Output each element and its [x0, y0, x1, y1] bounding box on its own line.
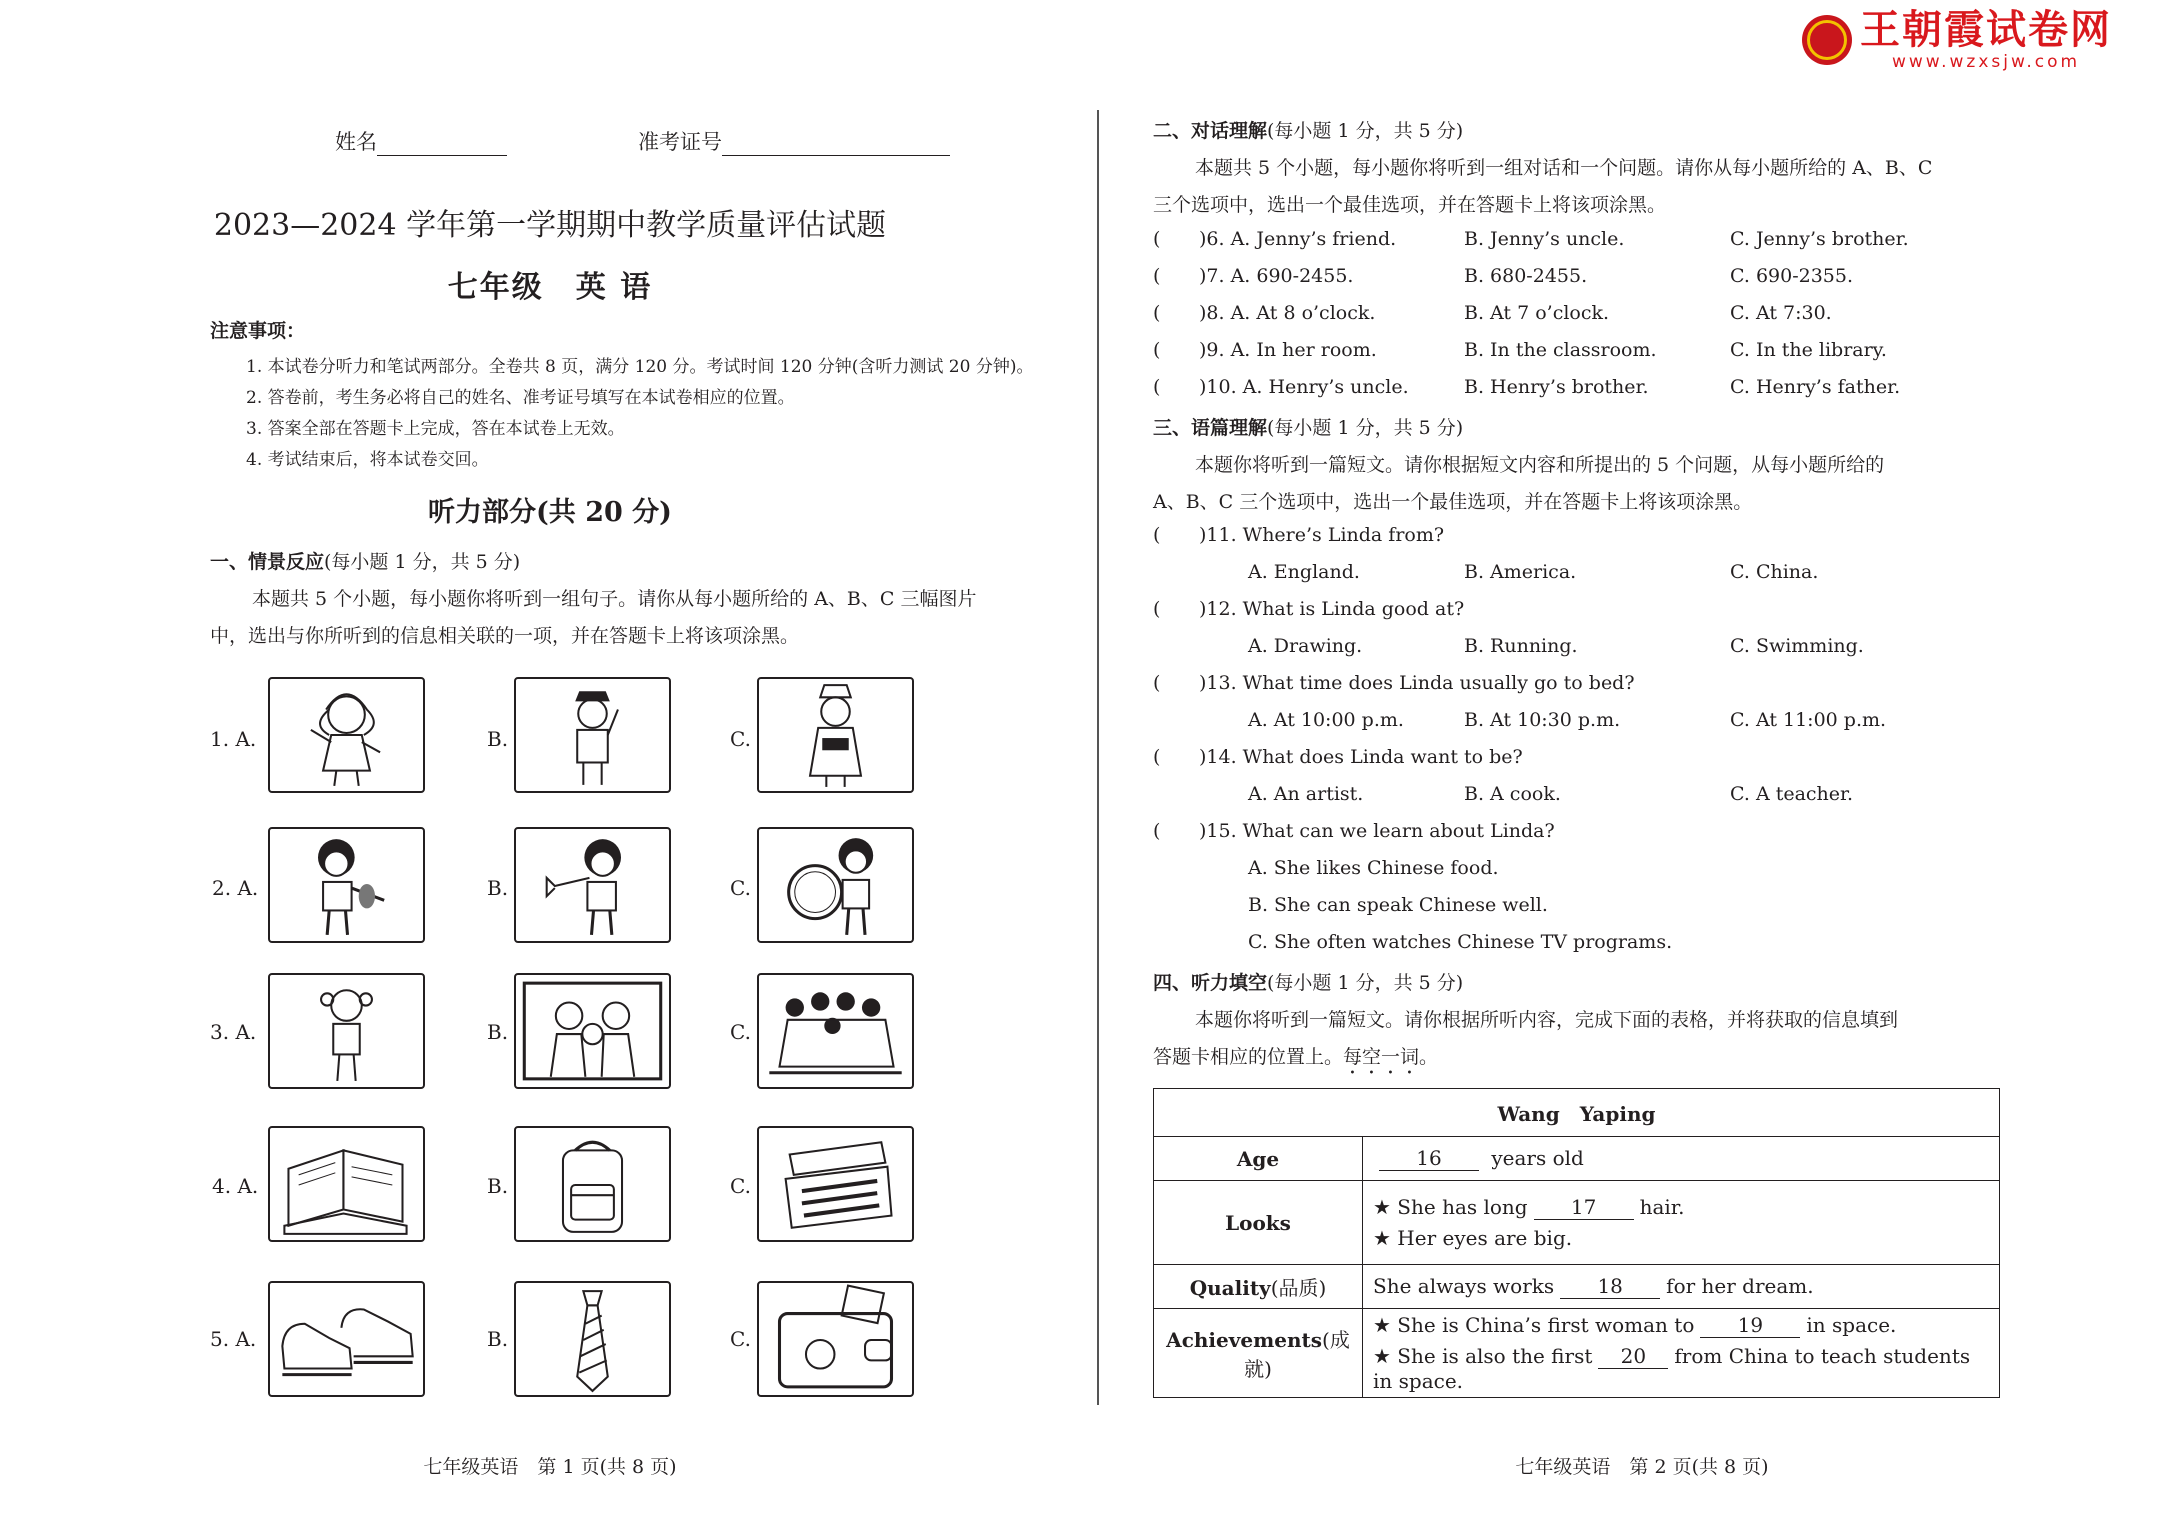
question-stem: )15. What can we learn about Linda? [1199, 820, 1555, 842]
instruction-text: 答题卡相应的位置上。 [1153, 1046, 1344, 1068]
violin-boy-icon [268, 827, 425, 943]
option-c: C. A teacher. [1730, 783, 1854, 805]
option-b: B. At 10:30 p.m. [1464, 709, 1621, 731]
pencil-case-icon [757, 1126, 914, 1242]
section4-heading [1153, 968, 1463, 995]
q1-c-label: C. [730, 727, 751, 751]
option-b: B. Henry’s brother. [1464, 376, 1649, 398]
exam-id-field [638, 126, 950, 156]
trumpet-boy-icon [514, 827, 671, 943]
shoes-icon [268, 1281, 425, 1397]
left-page-footer: 七年级英语 第 1 页(共 8 页) [423, 1456, 677, 1478]
quality-label [1154, 1265, 1363, 1309]
name-field [335, 126, 507, 156]
looks-row [1363, 1181, 2000, 1265]
section4-score: (每小题 1 分，共 5 分) [1267, 972, 1464, 994]
q4-c-label: C. [730, 1174, 751, 1198]
q5-c-label: C. [730, 1327, 751, 1351]
blank-17[interactable]: 17 [1534, 1195, 1634, 1220]
quality-label-en: Quality [1189, 1276, 1271, 1300]
looks-line-1: ★ She has long [1373, 1195, 1528, 1219]
section4-instruction-1: 本题你将听到一篇短文。请你根据所听内容，完成下面的表格，并将获取的信息填到 [1195, 1009, 1899, 1031]
option-c: C. Swimming. [1730, 635, 1864, 657]
achievement-line-2-end: from China to teach students in space. [1373, 1344, 1971, 1393]
section1-score: (每小题 1 分，共 5 分) [324, 551, 521, 573]
q1-b-label: B. [487, 727, 509, 751]
section3-title: 三、语篇理解 [1153, 417, 1268, 439]
q3-label: 3. A. [210, 1020, 257, 1044]
info-table [1153, 1088, 2000, 1398]
achievements-row [1363, 1309, 2000, 1398]
achievement-line-1: ★ She is China’s first woman to [1373, 1313, 1695, 1337]
quality-row [1363, 1265, 2000, 1309]
question-paren: ( [1153, 672, 1161, 694]
question-paren: ( [1153, 598, 1161, 620]
big-family-icon [757, 973, 914, 1089]
right-page-footer: 七年级英语 第 2 页(共 8 页) [1515, 1456, 1769, 1478]
question-stem: )8. A. At 8 o’clock. [1199, 302, 1376, 324]
quality-label-cn: (品质) [1270, 1276, 1327, 1300]
question-stem: )12. What is Linda good at? [1199, 598, 1465, 620]
option-b: B. In the classroom. [1464, 339, 1657, 361]
achievements-label-en: Achievements [1166, 1328, 1323, 1352]
option-a: A. Drawing. [1248, 635, 1363, 657]
option-c: C. Jenny’s brother. [1730, 228, 1909, 250]
achievement-line-1-end: in space. [1806, 1313, 1897, 1337]
quality-text: She always works [1373, 1274, 1555, 1298]
looks-line-2: ★ Her eyes are big. [1373, 1226, 1573, 1250]
question-paren: ( [1153, 376, 1161, 398]
girl-icon [268, 677, 425, 793]
achievements-label-cn: (成就) [1244, 1328, 1350, 1381]
q3-c-label: C. [730, 1020, 751, 1044]
question-paren: ( [1153, 265, 1161, 287]
policeman-icon [514, 677, 671, 793]
section2-score: (每小题 1 分，共 5 分) [1267, 120, 1464, 142]
section4-instruction-2 [1153, 1042, 1438, 1079]
schoolbag-icon [514, 1126, 671, 1242]
option-c: C. At 11:00 p.m. [1730, 709, 1887, 731]
q1-label: 1. A. [210, 727, 257, 751]
blank-19[interactable]: 19 [1700, 1313, 1800, 1338]
achievement-line-2: ★ She is also the first [1373, 1344, 1593, 1368]
q2-label: 2. A. [212, 876, 259, 900]
question-stem: )14. What does Linda want to be? [1199, 746, 1523, 768]
section3-instruction-2: A、B、C 三个选项中，选出一个最佳选项，并在答题卡上将该项涂黑。 [1153, 491, 1753, 513]
blank-18[interactable]: 18 [1560, 1274, 1660, 1299]
q4-label: 4. A. [212, 1174, 259, 1198]
question-stem: )10. A. Henry’s uncle. [1199, 376, 1409, 398]
option-c: C. In the library. [1730, 339, 1887, 361]
emphasis-text: 每空一词 [1343, 1046, 1420, 1068]
q2-b-label: B. [487, 876, 509, 900]
listening-part-title: 听力部分(共 20 分) [428, 497, 672, 528]
question-paren: ( [1153, 820, 1161, 842]
option-c: C. Henry’s father. [1730, 376, 1901, 398]
single-girl-icon [268, 973, 425, 1089]
option-c: C. She often watches Chinese TV programs. [1248, 931, 1673, 953]
question-paren: ( [1153, 339, 1161, 361]
option-b: B. A cook. [1464, 783, 1561, 805]
option-b: B. 680-2455. [1464, 265, 1588, 287]
section3-heading [1153, 413, 1463, 440]
question-paren: ( [1153, 746, 1161, 768]
notes-title: 注意事项： [210, 320, 306, 342]
question-paren: ( [1153, 524, 1161, 546]
name-blank [377, 133, 507, 156]
question-stem: )7. A. 690-2455. [1199, 265, 1354, 287]
drum-boy-icon [757, 827, 914, 943]
question-stem: )13. What time does Linda usually go to bed? [1199, 672, 1635, 694]
section3-score: (每小题 1 分，共 5 分) [1267, 417, 1464, 439]
option-b: B. America. [1464, 561, 1577, 583]
name-label: 姓名 [335, 130, 377, 154]
table-title: Wang Yaping [1154, 1089, 2000, 1137]
option-b: B. Running. [1464, 635, 1578, 657]
section1-title: 一、情景反应 [210, 551, 325, 573]
q5-label: 5. A. [210, 1327, 257, 1351]
exam-subtitle: 七年级 英 语 [447, 270, 653, 305]
age-label: Age [1154, 1137, 1363, 1181]
section2-instruction-1: 本题共 5 个小题，每小题你将听到一组对话和一个问题。请你从每小题所给的 A、B、C [1195, 157, 1933, 179]
question-stem: )6. A. Jenny’s friend. [1199, 228, 1397, 250]
blank-16[interactable]: 16 [1379, 1146, 1479, 1171]
age-row [1363, 1137, 2000, 1181]
q4-b-label: B. [487, 1174, 509, 1198]
option-c: C. China. [1730, 561, 1819, 583]
option-c: C. At 7:30. [1730, 302, 1832, 324]
question-stem: )11. Where’s Linda from? [1199, 524, 1445, 546]
section2-heading [1153, 116, 1463, 143]
note-item: 3. 答案全部在答题卡上完成，答在本试卷上无效。 [246, 419, 625, 439]
age-suffix: years old [1491, 1146, 1584, 1170]
section2-instruction-2: 三个选项中，选出一个最佳选项，并在答题卡上将该项涂黑。 [1153, 194, 1667, 216]
option-b: B. At 7 o’clock. [1464, 302, 1610, 324]
question-paren: ( [1153, 228, 1161, 250]
quality-text-end: for her dream. [1666, 1274, 1814, 1298]
exam-id-label: 准考证号 [638, 130, 722, 154]
note-item: 2. 答卷前，考生务必将自己的姓名、准考证号填写在本试卷相应的位置。 [246, 388, 795, 408]
section1-instruction-2: 中，选出与你所听到的信息相关联的一项，并在答题卡上将该项涂黑。 [210, 625, 800, 647]
section2-title: 二、对话理解 [1153, 120, 1268, 142]
question-paren: ( [1153, 302, 1161, 324]
family-photo-icon [514, 973, 671, 1089]
option-b: B. Jenny’s uncle. [1464, 228, 1625, 250]
section1-heading [210, 547, 520, 574]
option-c: C. 690-2355. [1730, 265, 1854, 287]
looks-line-1-end: hair. [1639, 1195, 1685, 1219]
note-item: 4. 考试结束后，将本试卷交回。 [246, 450, 489, 470]
q3-b-label: B. [487, 1020, 509, 1044]
logo-url: www.wzxsjw.com [1891, 52, 2081, 72]
section3-instruction-1: 本题你将听到一篇短文。请你根据短文内容和所提出的 5 个问题，从每小题所给的 [1195, 454, 1885, 476]
option-a: A. An artist. [1248, 783, 1364, 805]
nurse-icon [757, 677, 914, 793]
instruction-end: 。 [1419, 1046, 1439, 1068]
looks-label: Looks [1154, 1181, 1363, 1265]
option-a: A. At 10:00 p.m. [1248, 709, 1404, 731]
q2-c-label: C. [730, 876, 751, 900]
question-stem: )9. A. In her room. [1199, 339, 1377, 361]
option-a: A. England. [1248, 561, 1360, 583]
exam-id-blank [722, 133, 950, 156]
wallet-icon [757, 1281, 914, 1397]
note-item: 1. 本试卷分听力和笔试两部分。全卷共 8 页，满分 120 分。考试时间 120 分钟(含听力测试 20 分钟)。 [246, 357, 1034, 377]
exam-title: 2023—2024 学年第一学期期中教学质量评估试题 [213, 208, 887, 243]
section4-title: 四、听力填空 [1153, 972, 1268, 994]
blank-20[interactable]: 20 [1598, 1344, 1668, 1369]
tie-icon [514, 1281, 671, 1397]
option-b: B. She can speak Chinese well. [1248, 894, 1548, 916]
logo-name: 王朝霞试卷网 [1860, 7, 2112, 53]
achievements-label [1154, 1309, 1363, 1398]
option-a: A. She likes Chinese food. [1248, 857, 1499, 879]
q5-b-label: B. [487, 1327, 509, 1351]
book-icon [268, 1126, 425, 1242]
section1-instruction-1: 本题共 5 个小题，每小题你将听到一组句子。请你从每小题所给的 A、B、C 三幅图片 [252, 588, 977, 610]
